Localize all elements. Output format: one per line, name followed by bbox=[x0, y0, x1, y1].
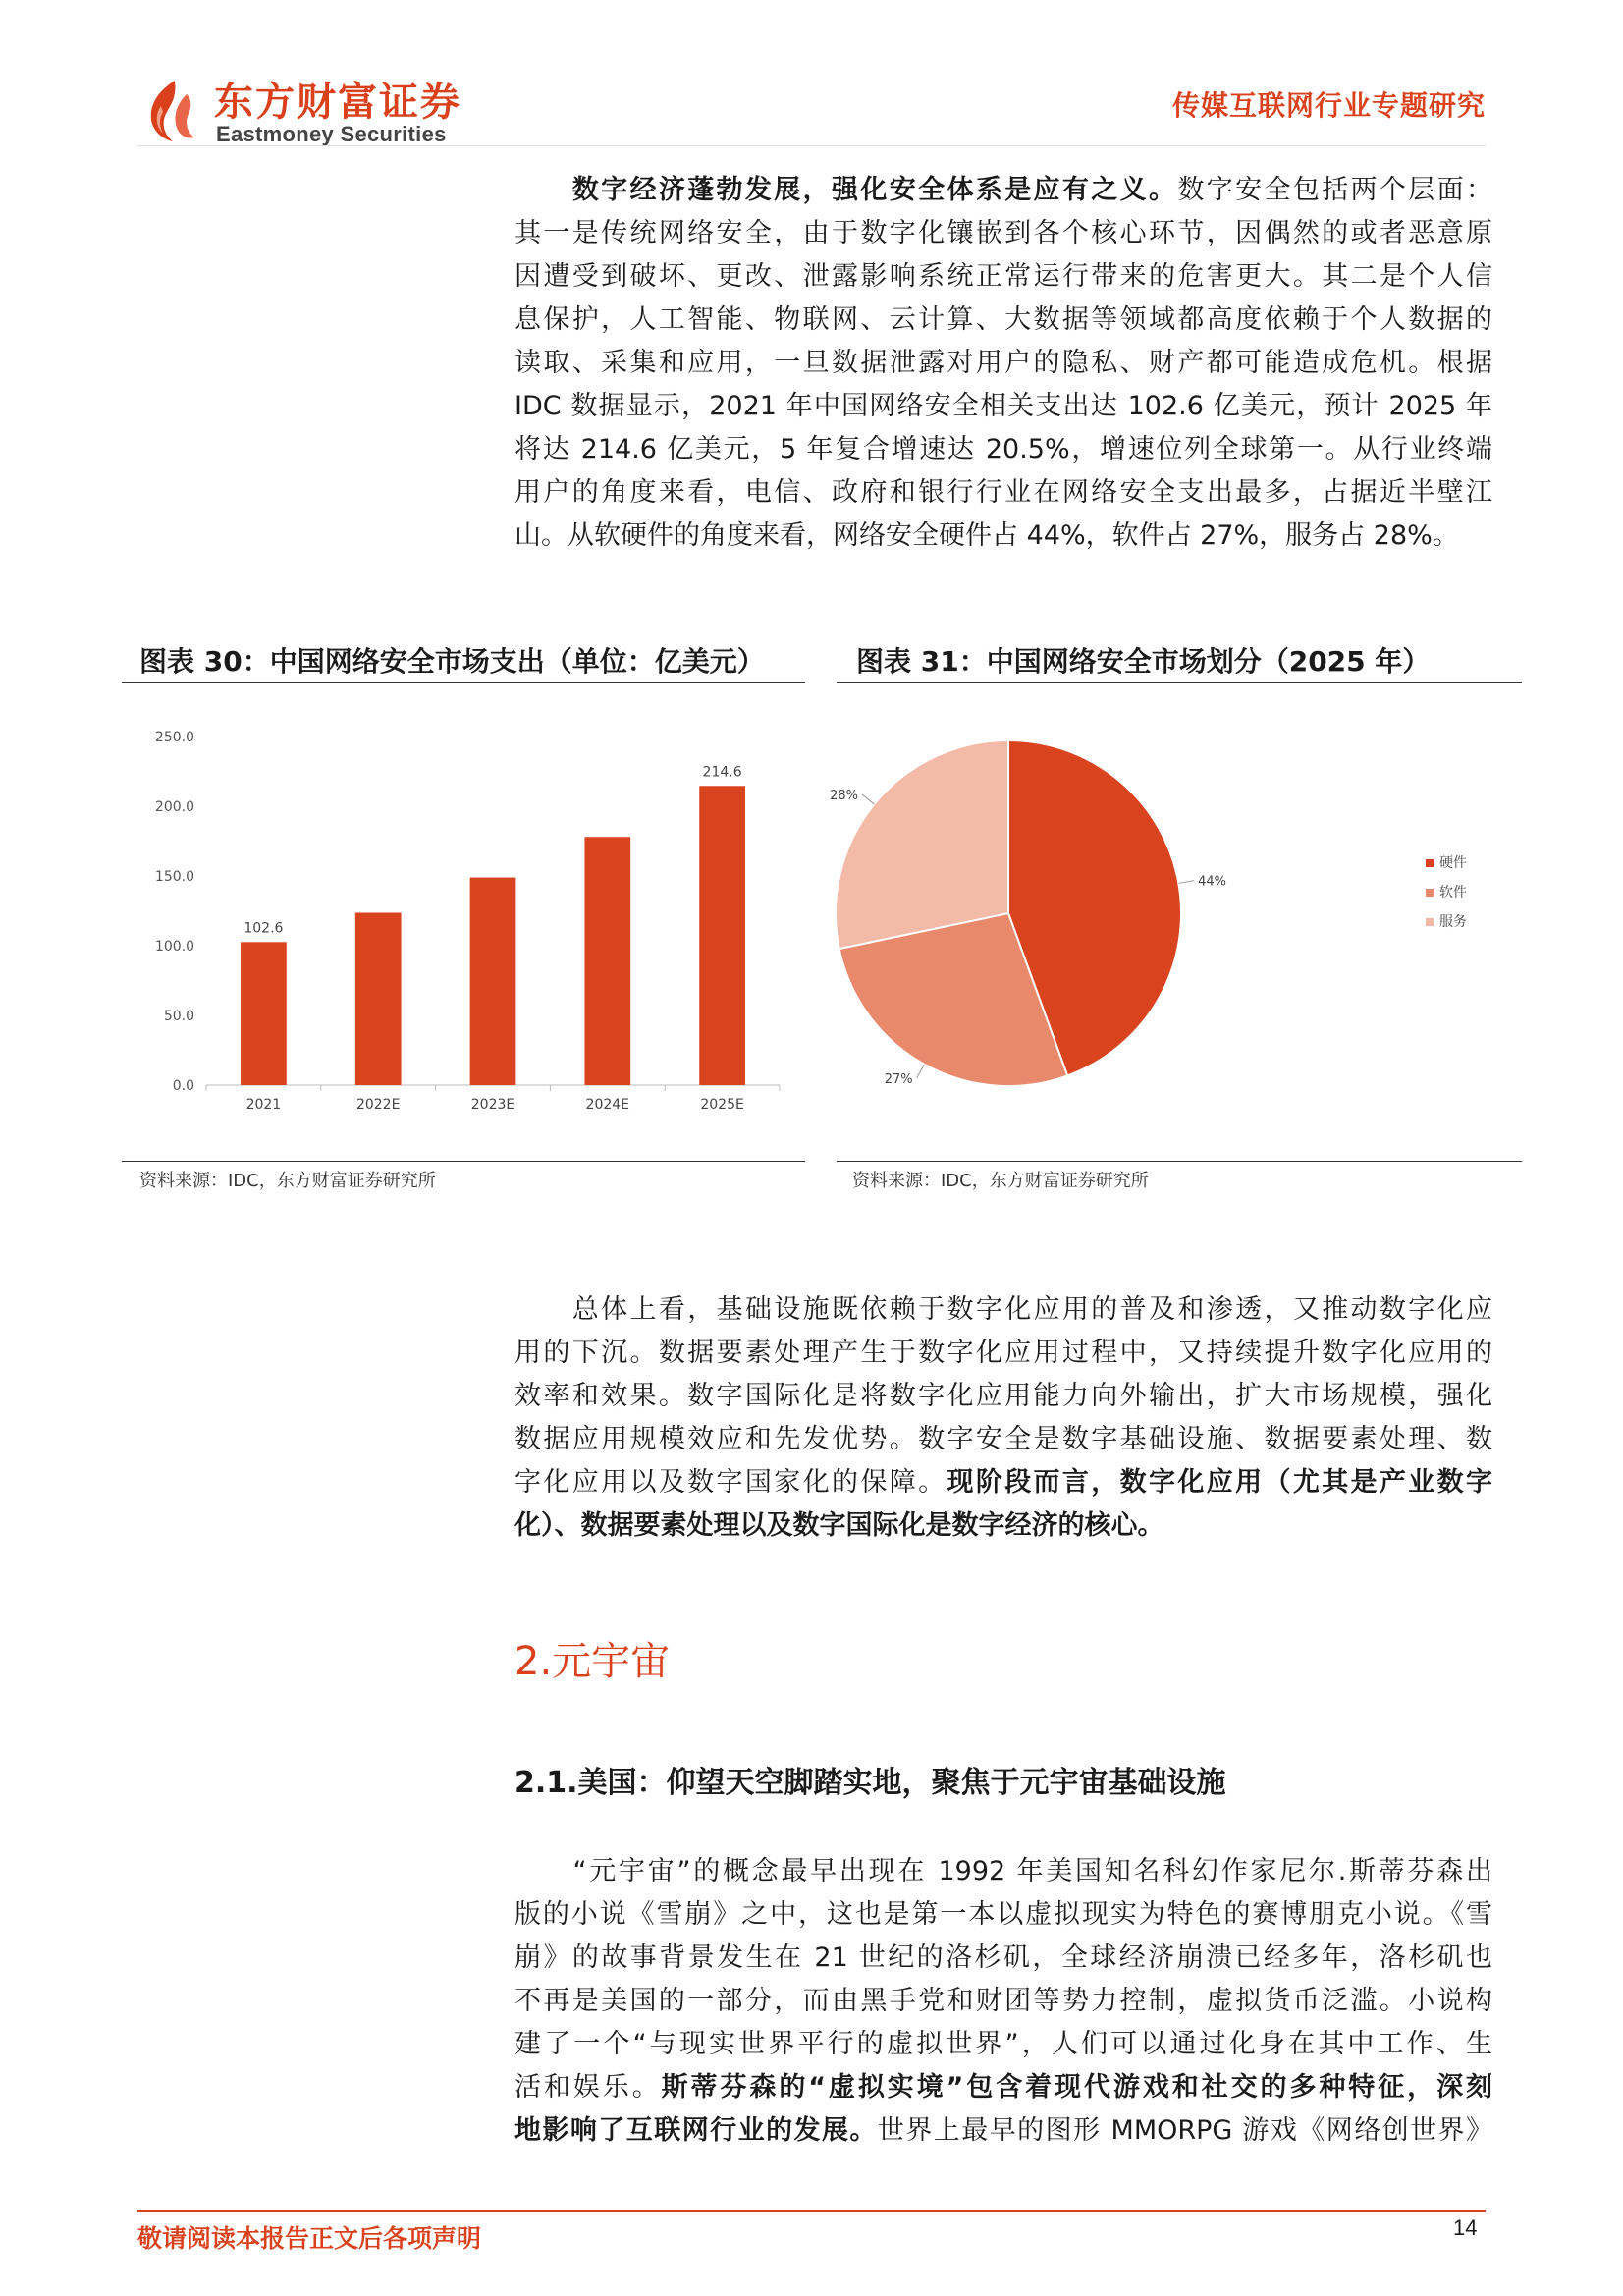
page-header bbox=[0, 0, 1623, 147]
bar-data-label: 214.6 bbox=[702, 764, 742, 781]
paragraph-security bbox=[514, 169, 1492, 558]
legend-swatch bbox=[1426, 918, 1434, 926]
y-tick-label: 250.0 bbox=[154, 730, 194, 745]
figure-31-bottom-rule bbox=[837, 1161, 1522, 1162]
footer-disclaimer: 敬请阅读本报告正文后各项声明 bbox=[137, 2224, 482, 2253]
pie-data-label: 28% bbox=[830, 788, 858, 803]
figure-30-top-rule bbox=[122, 682, 805, 683]
text-line bbox=[514, 2109, 1492, 2153]
legend-label: 硬件 bbox=[1439, 855, 1467, 871]
pie-data-label: 27% bbox=[884, 1071, 913, 1087]
y-tick-label: 50.0 bbox=[163, 1009, 194, 1024]
paragraph-summary bbox=[514, 1288, 1492, 1548]
bold-span: 斯蒂芬森的“虚拟实境”包含着现代游戏和社交的多种特征，深刻 bbox=[661, 2072, 1492, 2103]
y-tick-label: 150.0 bbox=[154, 869, 194, 885]
bar bbox=[699, 786, 745, 1085]
page-number: 14 bbox=[1453, 2215, 1478, 2240]
text-line: 建了一个“与现实世界平行的虚拟世界”，人们可以通过化身在其中工作、生 bbox=[514, 2029, 1492, 2059]
pie-leader-line bbox=[862, 794, 874, 804]
header-divider bbox=[137, 145, 1486, 146]
text-line: 用户的角度来看，电信、政府和银行行业在网络安全支出最多，占据近半壁江 bbox=[514, 477, 1492, 508]
figure-31-top-rule bbox=[837, 682, 1522, 683]
bar bbox=[241, 942, 287, 1085]
x-tick-label: 2024E bbox=[585, 1097, 630, 1113]
y-tick-label: 100.0 bbox=[154, 939, 194, 955]
text-line bbox=[514, 1850, 1492, 1893]
logo-text-cn: 东方财富证券 bbox=[214, 80, 461, 125]
text-line bbox=[514, 2066, 1492, 2109]
logo-text-en: Eastmoney Securities bbox=[216, 122, 447, 146]
figure-30-bottom-rule bbox=[122, 1161, 805, 1162]
bold-lead: 数字经济蓬勃发展，强化安全体系是应有之义。 bbox=[571, 175, 1178, 205]
bar bbox=[584, 837, 630, 1085]
bar bbox=[470, 878, 516, 1085]
text-span: 数字安全包括两个层面： bbox=[1177, 175, 1493, 205]
figure-30-source: 资料来源：IDC，东方财富证券研究所 bbox=[139, 1171, 436, 1191]
text-line: IDC 数据显示，2021 年中国网络安全相关支出达 102.6 亿美元，预计 2025 年 bbox=[514, 391, 1492, 421]
section-heading: 2.元宇宙 bbox=[514, 1639, 671, 1684]
paragraph-metaverse bbox=[514, 1850, 1492, 2153]
subsection-heading: 2.1.美国：仰望天空脚踏实地，聚焦于元宇宙基础设施 bbox=[514, 1766, 1226, 1800]
x-tick-label: 2023E bbox=[470, 1097, 515, 1113]
text-line: 效率和效果。数字国际化是将数字化应用能力向外输出，扩大市场规模，强化 bbox=[514, 1381, 1492, 1411]
pie-leader-line bbox=[1178, 881, 1194, 884]
text-line bbox=[514, 1288, 1492, 1332]
legend-label: 软件 bbox=[1439, 885, 1467, 901]
legend-swatch bbox=[1426, 889, 1434, 897]
pie-slice bbox=[836, 740, 1008, 949]
text-line bbox=[514, 169, 1492, 212]
text-span: 活和娱乐。 bbox=[514, 2072, 662, 2103]
figure-31-source: 资料来源：IDC，东方财富证券研究所 bbox=[852, 1171, 1149, 1191]
text-line: 用的下沉。数据要素处理产生于数字化应用过程中，又持续提升数字化应用的 bbox=[514, 1338, 1492, 1368]
flame-logo-icon bbox=[137, 77, 206, 145]
text-span: “元宇宙”的概念最早出现在 1992 年美国知名科幻作家尼尔.斯蒂芬森出 bbox=[572, 1856, 1493, 1886]
text-line: 其一是传统网络安全，由于数字化镶嵌到各个核心环节，因偶然的或者恶意原 bbox=[514, 218, 1492, 248]
text-line: 版的小说《雪崩》之中，这也是第一本以虚拟现实为特色的赛博朋克小说。《雪 bbox=[514, 1899, 1492, 1930]
text-line: 将达 214.6 亿美元，5 年复合增速达 20.5%，增速位列全球第一。从行业终端 bbox=[514, 434, 1492, 465]
pie-leader-line bbox=[917, 1065, 925, 1078]
bar-data-label: 102.6 bbox=[243, 920, 284, 937]
text-span: 世界上最早的图形 MMORPG 游戏《网络创世界》 bbox=[877, 2115, 1493, 2146]
text-line: 息保护，人工智能、物联网、云计算、大数据等领域都高度依赖于个人数据的 bbox=[514, 304, 1492, 335]
text-line: 山。从软硬件的角度来看，网络安全硬件占 44%，软件占 27%，服务占 28%。 bbox=[514, 520, 1459, 551]
text-line: 崩》的故事背景发生在 21 世纪的洛杉矶，全球经济崩溃已经多年，洛杉矶也 bbox=[514, 1942, 1492, 1973]
bar bbox=[355, 912, 402, 1085]
x-tick-label: 2022E bbox=[355, 1097, 401, 1113]
bar-chart bbox=[122, 707, 805, 1120]
bold-span: 地影响了互联网行业的发展。 bbox=[514, 2115, 878, 2146]
text-line: 化）、数据要素处理以及数字国际化是数字经济的核心。 bbox=[514, 1510, 1164, 1541]
text-span: 总体上看，基础设施既依赖于数字化应用的普及和渗透，又推动数字化应 bbox=[571, 1294, 1493, 1325]
text-line: 不再是美国的一部分，而由黑手党和财团等势力控制，虚拟货币泛滥。小说构 bbox=[514, 1986, 1492, 2016]
figure-31-title: 图表 31：中国网络安全市场划分（2025 年） bbox=[856, 645, 1431, 678]
text-line bbox=[514, 1461, 1492, 1504]
pie-data-label: 44% bbox=[1198, 874, 1226, 890]
x-tick-label: 2021 bbox=[245, 1097, 282, 1113]
x-tick-label: 2025E bbox=[700, 1097, 744, 1113]
legend-swatch bbox=[1426, 859, 1434, 867]
footer-divider bbox=[137, 2210, 1486, 2212]
legend-label: 服务 bbox=[1439, 914, 1467, 930]
pie-chart bbox=[830, 697, 1522, 1129]
bold-span: 现阶段而言，数字化应用（尤其是产业数字 bbox=[947, 1467, 1493, 1498]
text-line: 因遭受到破坏、更改、泄露影响系统正常运行带来的危害更大。其二是个人信 bbox=[514, 261, 1492, 292]
y-tick-label: 200.0 bbox=[154, 799, 194, 815]
text-line: 数据应用规模效应和先发优势。数字安全是数字基础设施、数据要素处理、数 bbox=[514, 1424, 1492, 1454]
text-line: 读取、采集和应用，一旦数据泄露对用户的隐私、财产都可能造成危机。根据 bbox=[514, 348, 1492, 378]
figure-30-title: 图表 30：中国网络安全市场支出（单位：亿美元） bbox=[139, 645, 765, 678]
report-type: 传媒互联网行业专题研究 bbox=[1171, 89, 1486, 122]
y-tick-label: 0.0 bbox=[172, 1078, 194, 1094]
text-span: 字化应用以及数字国家化的保障。 bbox=[514, 1467, 947, 1498]
